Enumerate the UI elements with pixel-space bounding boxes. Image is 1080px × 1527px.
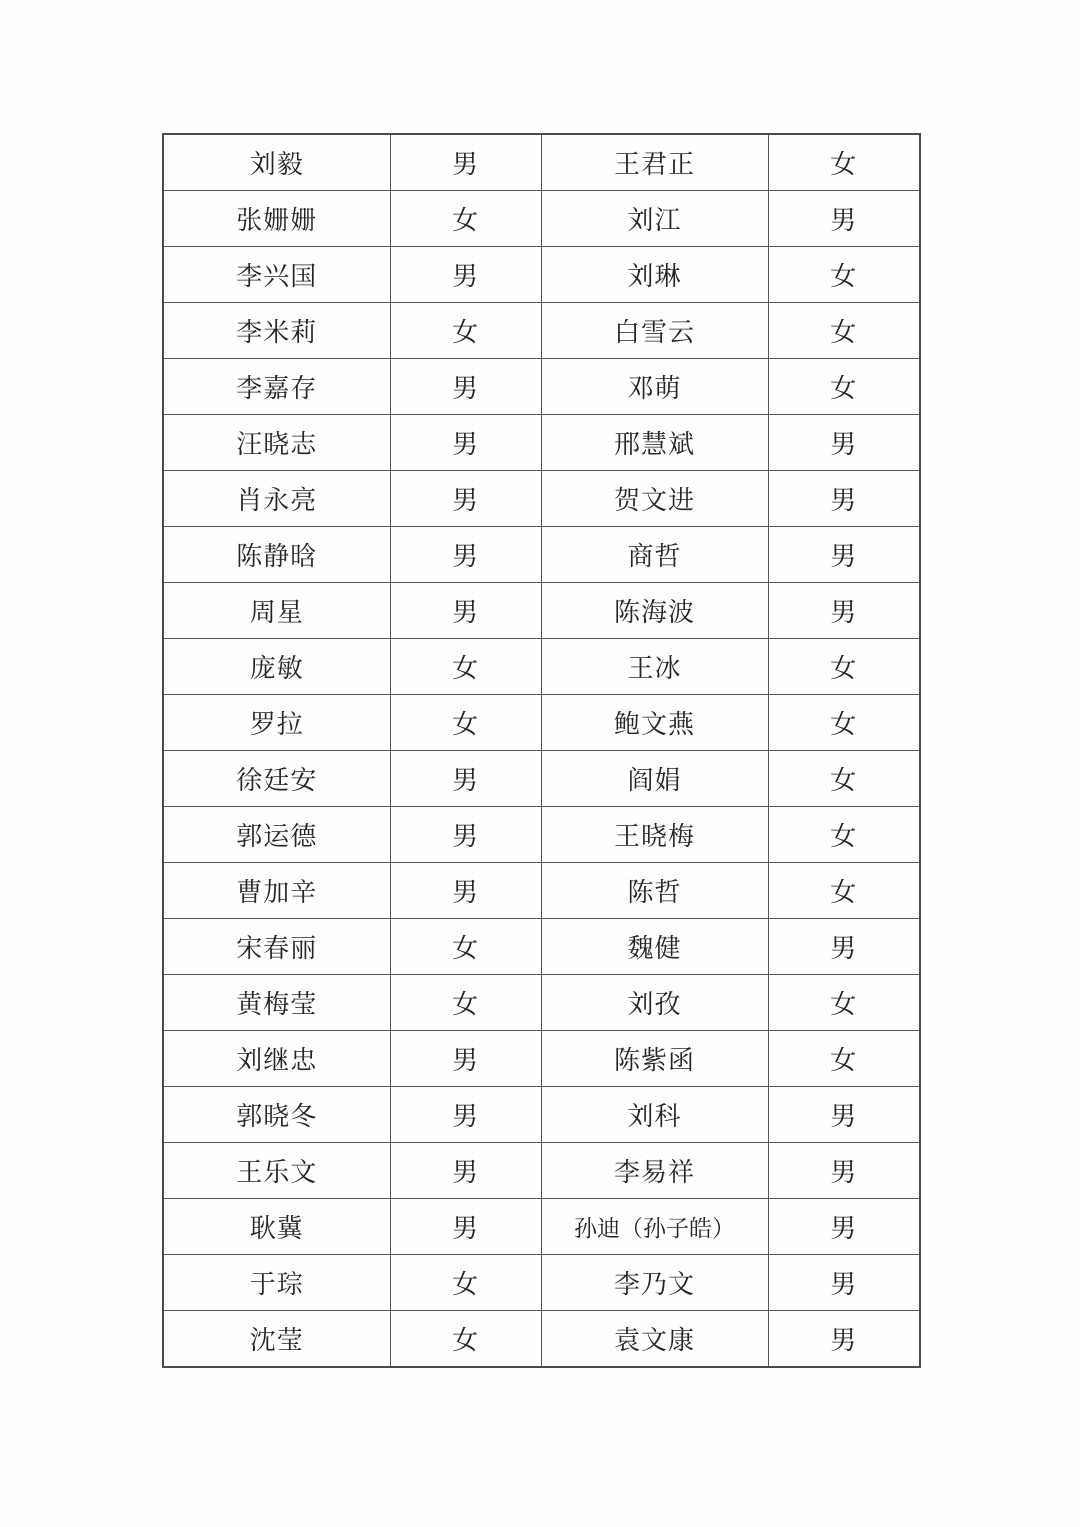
table-row <box>163 751 920 807</box>
gender-cell: 男 <box>768 1311 920 1368</box>
gender-cell: 男 <box>768 415 920 471</box>
name-cell: 周星 <box>163 583 390 639</box>
name-cell: 刘琳 <box>541 247 768 303</box>
gender-cell: 女 <box>768 247 920 303</box>
gender-cell: 女 <box>390 191 541 247</box>
roster-table <box>162 133 921 1368</box>
gender-cell: 男 <box>390 247 541 303</box>
table-row <box>163 191 920 247</box>
gender-cell: 女 <box>768 751 920 807</box>
name-cell: 耿冀 <box>163 1199 390 1255</box>
table-row <box>163 695 920 751</box>
gender-cell: 女 <box>390 695 541 751</box>
roster-table-body <box>163 134 920 1367</box>
gender-cell: 女 <box>768 359 920 415</box>
name-cell: 李易祥 <box>541 1143 768 1199</box>
gender-cell: 男 <box>390 527 541 583</box>
gender-cell: 女 <box>390 919 541 975</box>
name-cell: 邢慧斌 <box>541 415 768 471</box>
gender-cell: 男 <box>390 751 541 807</box>
name-cell: 王君正 <box>541 134 768 191</box>
name-cell: 陈静晗 <box>163 527 390 583</box>
name-cell: 陈哲 <box>541 863 768 919</box>
gender-cell: 女 <box>768 1031 920 1087</box>
table-row <box>163 471 920 527</box>
name-cell: 王冰 <box>541 639 768 695</box>
gender-cell: 男 <box>390 583 541 639</box>
gender-cell: 女 <box>768 639 920 695</box>
name-cell: 黄梅莹 <box>163 975 390 1031</box>
name-cell: 郭运德 <box>163 807 390 863</box>
name-cell: 宋春丽 <box>163 919 390 975</box>
table-row <box>163 1031 920 1087</box>
gender-cell: 男 <box>768 1087 920 1143</box>
table-row <box>163 359 920 415</box>
table-row <box>163 863 920 919</box>
gender-cell: 女 <box>768 863 920 919</box>
name-cell: 邓萌 <box>541 359 768 415</box>
name-cell: 贺文进 <box>541 471 768 527</box>
gender-cell: 女 <box>768 975 920 1031</box>
table-row <box>163 527 920 583</box>
gender-cell: 男 <box>390 134 541 191</box>
name-cell: 李兴国 <box>163 247 390 303</box>
gender-cell: 男 <box>390 471 541 527</box>
gender-cell: 男 <box>390 863 541 919</box>
name-cell: 李乃文 <box>541 1255 768 1311</box>
name-cell: 刘科 <box>541 1087 768 1143</box>
name-cell: 孙迪（孙子皓） <box>541 1199 768 1255</box>
gender-cell: 女 <box>768 303 920 359</box>
name-cell: 张姗姗 <box>163 191 390 247</box>
table-row <box>163 1087 920 1143</box>
name-cell: 曹加辛 <box>163 863 390 919</box>
table-row <box>163 247 920 303</box>
gender-cell: 男 <box>390 807 541 863</box>
gender-cell: 男 <box>768 191 920 247</box>
gender-cell: 男 <box>768 583 920 639</box>
gender-cell: 男 <box>768 919 920 975</box>
name-cell: 汪晓志 <box>163 415 390 471</box>
gender-cell: 男 <box>390 1143 541 1199</box>
table-row <box>163 919 920 975</box>
gender-cell: 男 <box>768 1199 920 1255</box>
gender-cell: 女 <box>768 695 920 751</box>
name-cell: 刘孜 <box>541 975 768 1031</box>
table-row <box>163 1255 920 1311</box>
name-cell: 徐廷安 <box>163 751 390 807</box>
table-row <box>163 975 920 1031</box>
gender-cell: 女 <box>390 1255 541 1311</box>
gender-cell: 女 <box>768 134 920 191</box>
name-cell: 陈海波 <box>541 583 768 639</box>
gender-cell: 男 <box>768 1143 920 1199</box>
gender-cell: 男 <box>390 1087 541 1143</box>
name-cell: 王晓梅 <box>541 807 768 863</box>
gender-cell: 男 <box>768 471 920 527</box>
gender-cell: 男 <box>390 359 541 415</box>
name-cell: 王乐文 <box>163 1143 390 1199</box>
table-row <box>163 807 920 863</box>
name-cell: 商哲 <box>541 527 768 583</box>
name-cell: 阎娟 <box>541 751 768 807</box>
table-row <box>163 415 920 471</box>
table-row <box>163 134 920 191</box>
gender-cell: 男 <box>390 415 541 471</box>
gender-cell: 女 <box>390 303 541 359</box>
table-row <box>163 1311 920 1368</box>
gender-cell: 女 <box>390 1311 541 1368</box>
gender-cell: 男 <box>390 1199 541 1255</box>
name-cell: 李米莉 <box>163 303 390 359</box>
gender-cell: 女 <box>768 807 920 863</box>
table-row <box>163 1199 920 1255</box>
name-cell: 庞敏 <box>163 639 390 695</box>
name-cell: 郭晓冬 <box>163 1087 390 1143</box>
table-row <box>163 303 920 359</box>
gender-cell: 男 <box>768 1255 920 1311</box>
gender-cell: 女 <box>390 639 541 695</box>
name-cell: 刘江 <box>541 191 768 247</box>
table-row <box>163 583 920 639</box>
name-cell: 鲍文燕 <box>541 695 768 751</box>
name-cell: 陈紫函 <box>541 1031 768 1087</box>
name-cell: 李嘉存 <box>163 359 390 415</box>
name-cell: 袁文康 <box>541 1311 768 1368</box>
name-cell: 沈莹 <box>163 1311 390 1368</box>
table-row <box>163 639 920 695</box>
name-cell: 于琮 <box>163 1255 390 1311</box>
name-cell: 罗拉 <box>163 695 390 751</box>
gender-cell: 男 <box>768 527 920 583</box>
name-cell: 刘毅 <box>163 134 390 191</box>
table-row <box>163 1143 920 1199</box>
name-cell: 魏健 <box>541 919 768 975</box>
name-cell: 肖永亮 <box>163 471 390 527</box>
name-cell: 刘继忠 <box>163 1031 390 1087</box>
name-cell: 白雪云 <box>541 303 768 359</box>
gender-cell: 女 <box>390 975 541 1031</box>
gender-cell: 男 <box>390 1031 541 1087</box>
